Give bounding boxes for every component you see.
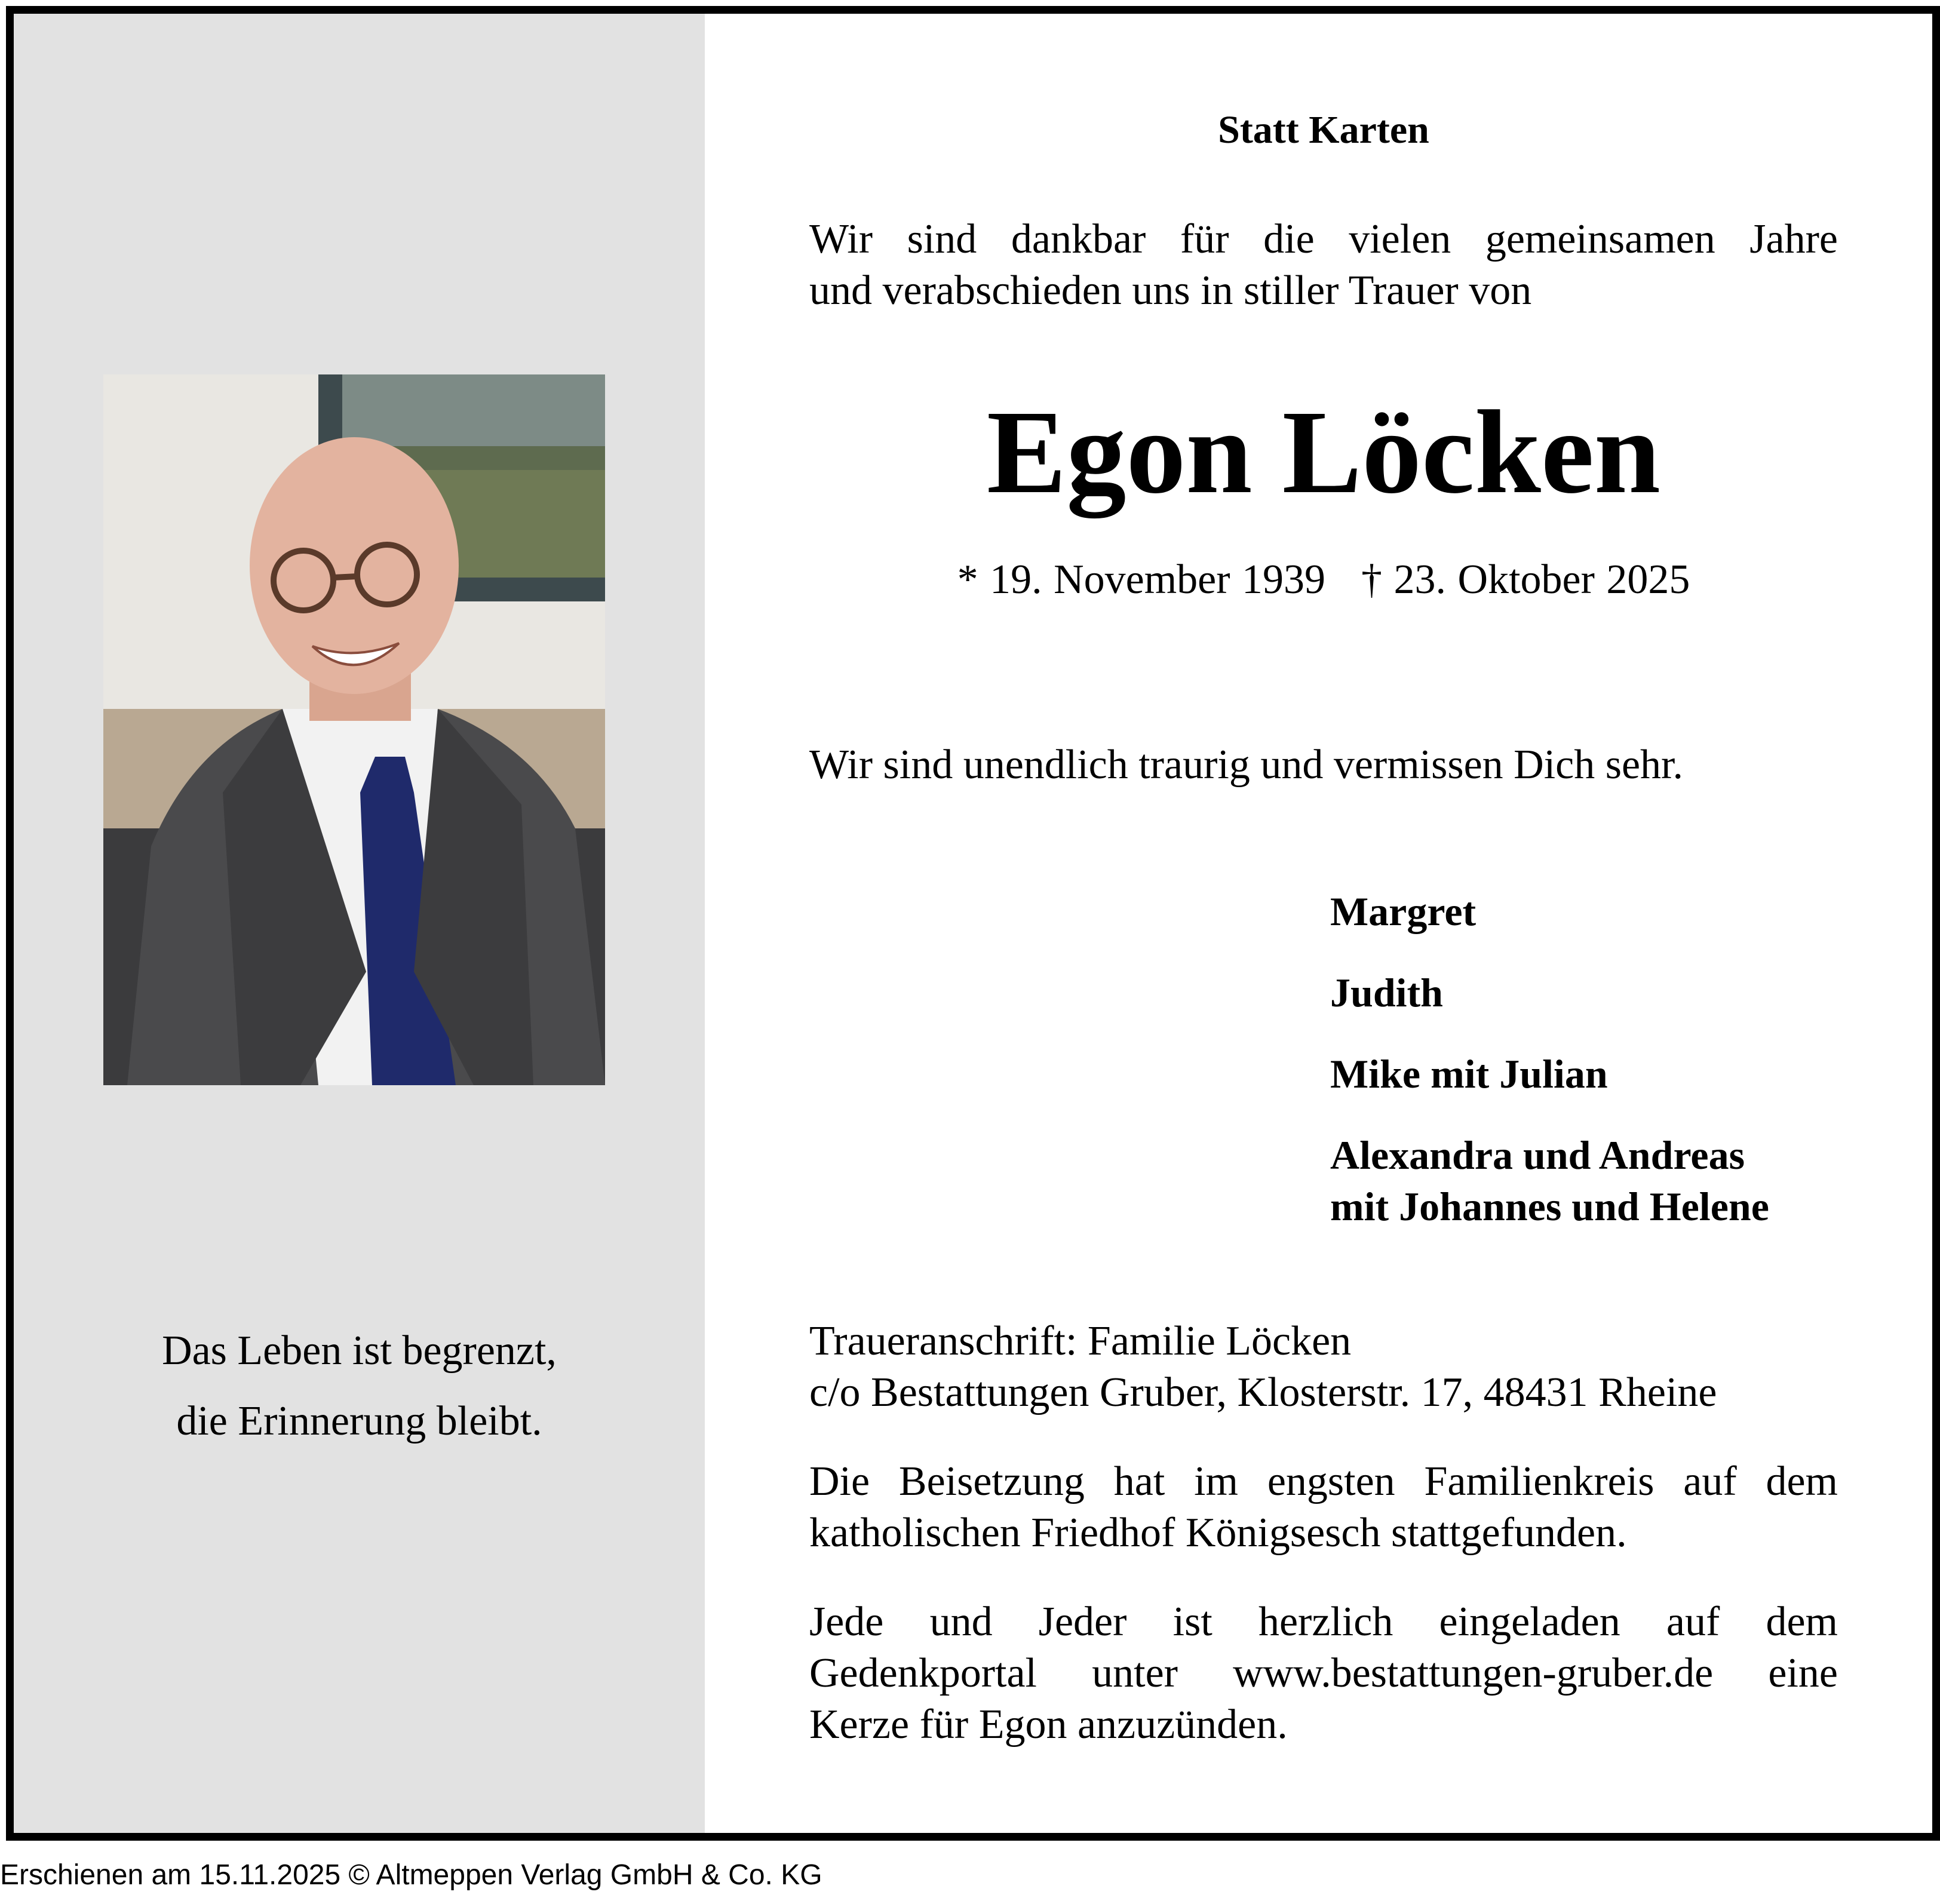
burial-line: Die Beisetzung hat im engsten Familienkreis auf dem: [809, 1458, 1838, 1504]
publication-footer: Erschienen am 15.11.2025 © Altmeppen Verlag GmbH & Co. KG: [0, 1859, 822, 1891]
family-member-name: mit Johannes und Helene: [1330, 1184, 1769, 1229]
family-member-name: Judith: [1330, 970, 1443, 1015]
intro-line: Wir sind dankbar für die vielen gemeinsamen Jahre: [809, 216, 1838, 262]
birth-date: * 19. November 1939: [957, 557, 1326, 603]
family-member: [1330, 1129, 1838, 1232]
address-line: Traueranschrift: Familie Löcken: [809, 1318, 1352, 1364]
mourning-address: [809, 1316, 1838, 1418]
intro-line: und verabschieden uns in stiller Trauer von: [809, 268, 1532, 314]
life-dates: [809, 554, 1838, 606]
portrait-illustration: [103, 374, 605, 1085]
family-member: [1330, 1048, 1838, 1100]
left-panel: [14, 14, 705, 1833]
memorial-quote: [14, 1316, 705, 1457]
quote-line: Das Leben ist begrenzt,: [162, 1328, 557, 1374]
mourning-line: Wir sind unendlich traurig und vermissen Dich sehr.: [809, 742, 1683, 788]
obituary-notice: [6, 6, 1940, 1841]
memorial-portal-info: [809, 1596, 1838, 1751]
quote-line: die Erinnerung bleibt.: [176, 1398, 542, 1444]
address-line: c/o Bestattungen Gruber, Klosterstr. 17, 48431 Rheine: [809, 1369, 1717, 1415]
intro-text: [809, 214, 1838, 317]
family-member: [1330, 967, 1838, 1018]
burial-info: [809, 1456, 1838, 1559]
family-list: [1330, 886, 1838, 1262]
family-member-name: Margret: [1330, 889, 1477, 934]
candle-line: Gedenkportal unter www.bestattungen-gruber.de eine: [809, 1650, 1838, 1696]
family-member-name: Alexandra und Andreas: [1330, 1132, 1745, 1178]
portrait-photo: [103, 374, 605, 1085]
notice-header: Statt Karten: [1218, 108, 1429, 152]
burial-line: katholischen Friedhof Königsesch stattgefunden.: [809, 1510, 1627, 1556]
candle-line: Kerze für Egon anzuzünden.: [809, 1702, 1288, 1748]
family-member: [1330, 886, 1838, 937]
death-date: † 23. Oktober 2025: [1361, 557, 1690, 603]
candle-line: Jede und Jeder ist herzlich eingeladen auf dem: [809, 1599, 1838, 1645]
family-member-name: Mike mit Julian: [1330, 1051, 1608, 1097]
deceased-name: Egon Löcken: [986, 386, 1661, 518]
